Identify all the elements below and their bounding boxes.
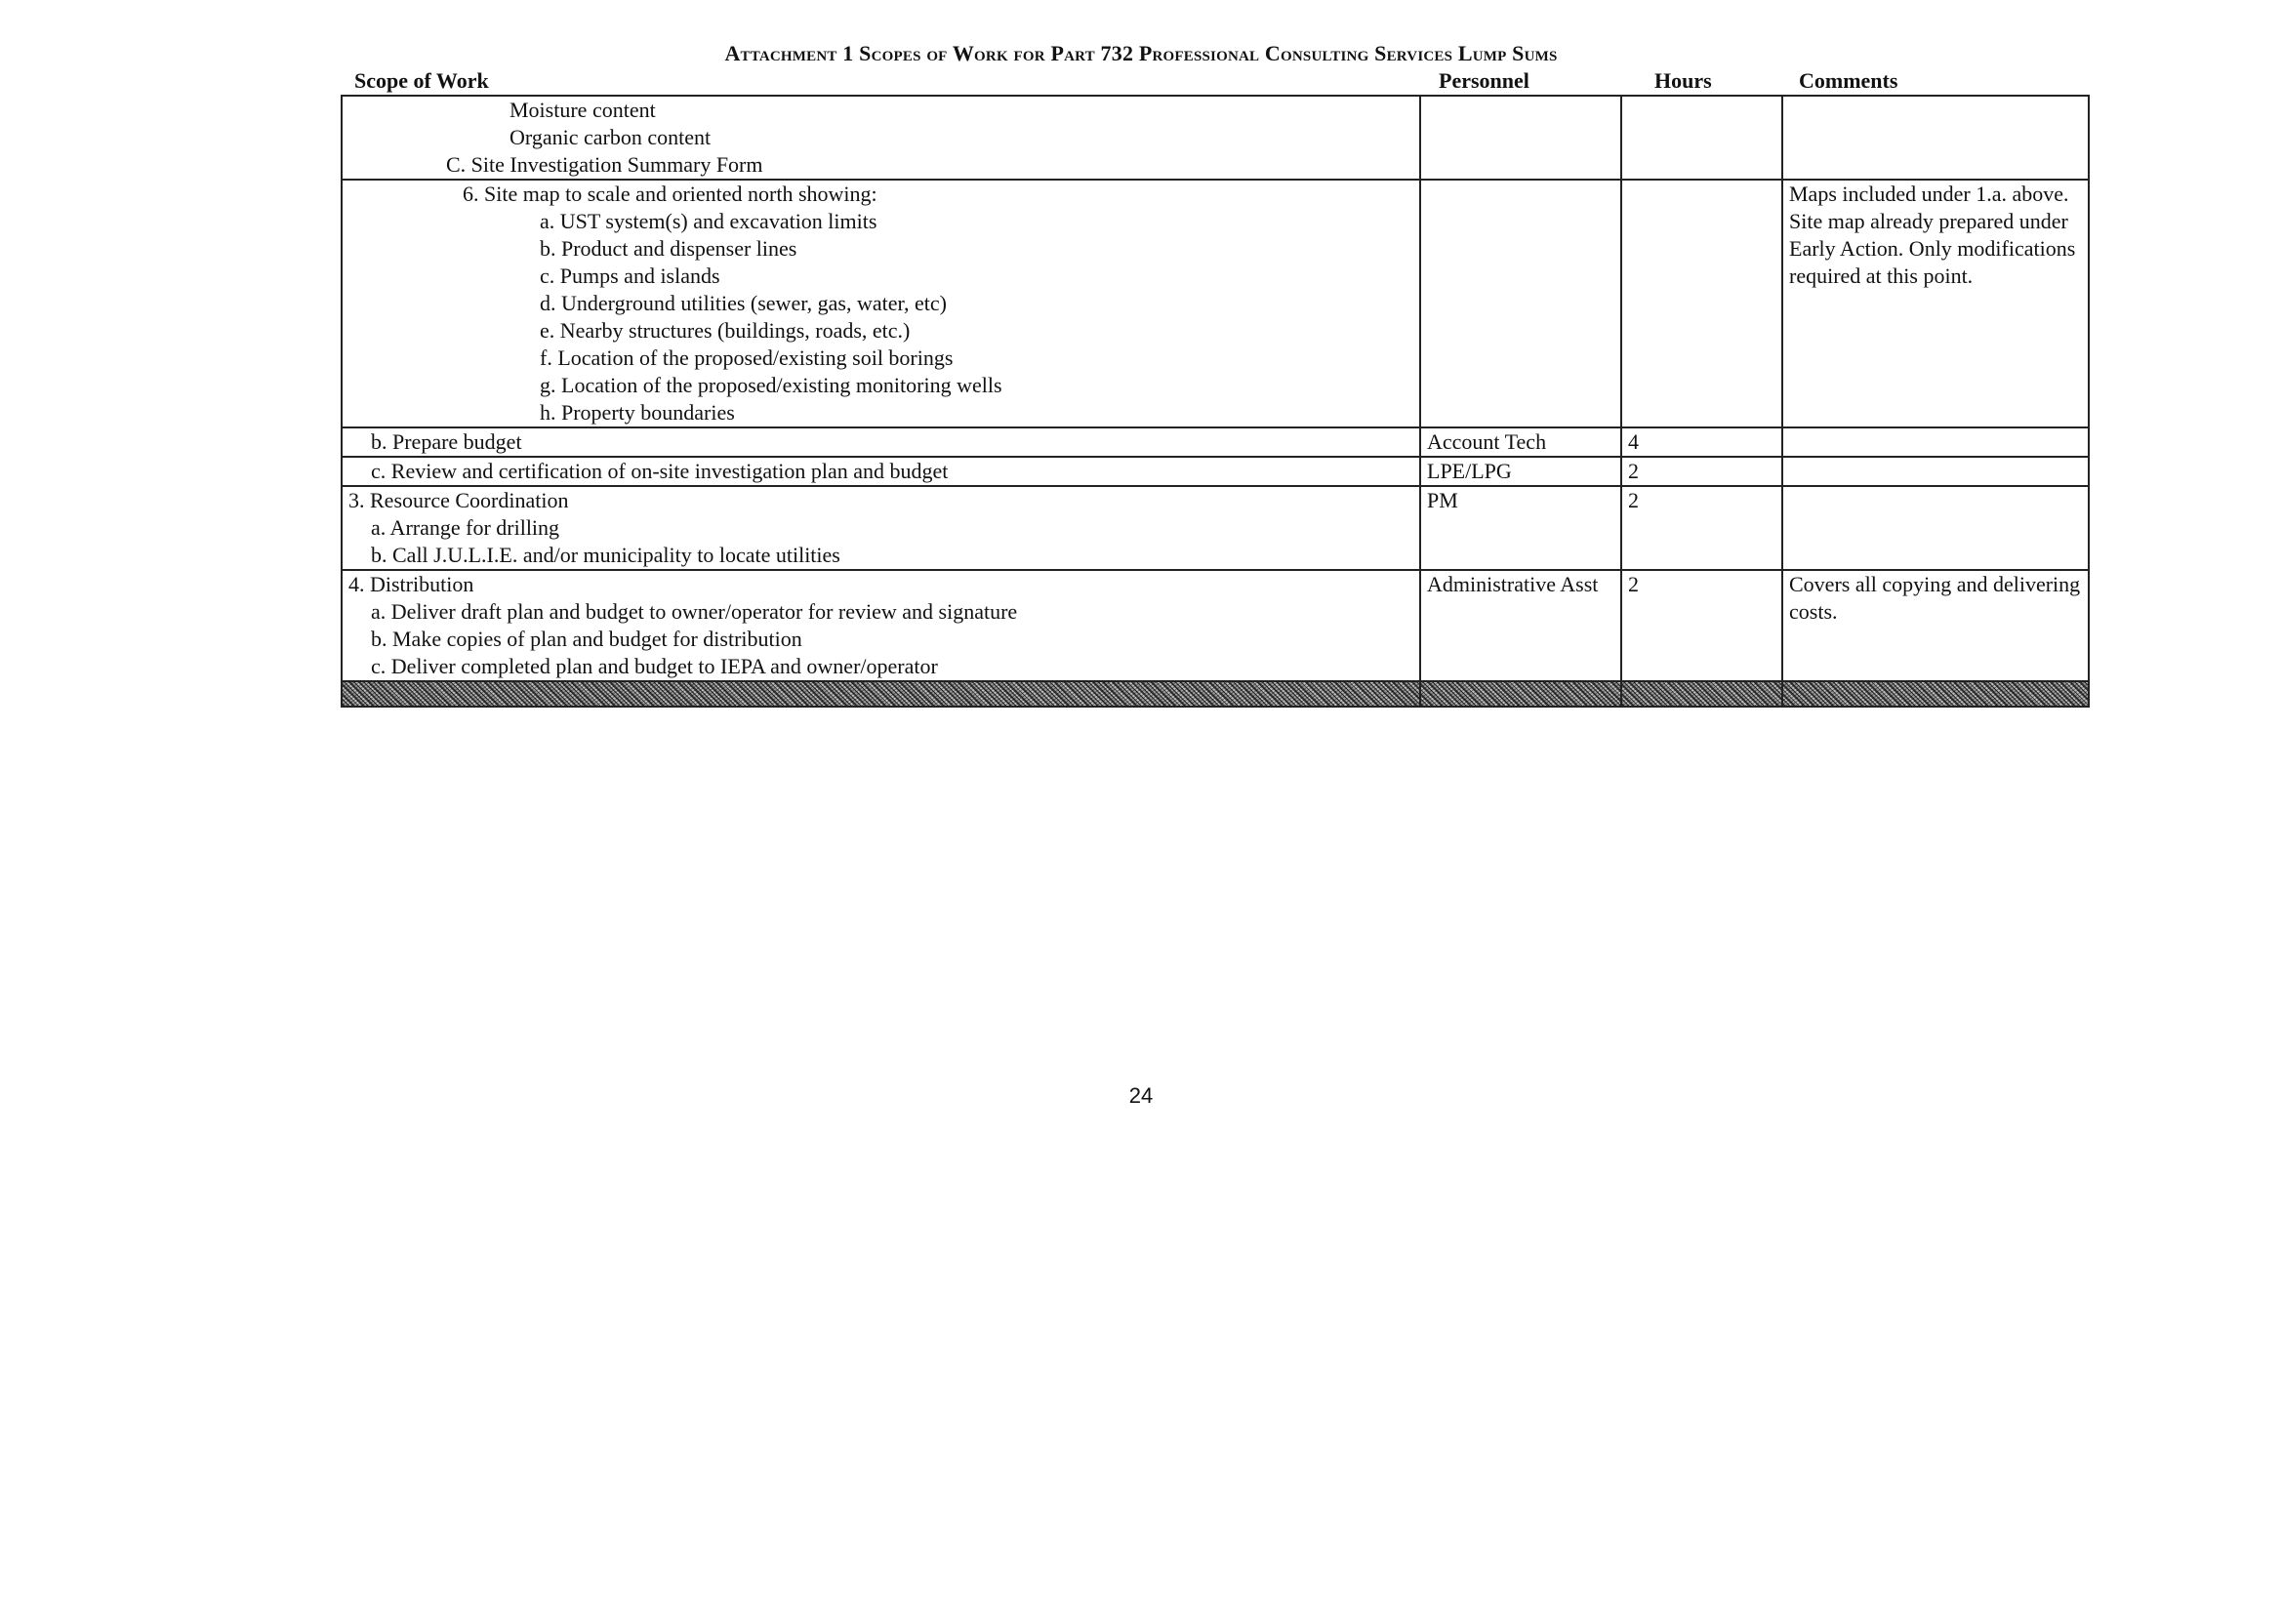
- scope-line: c. Deliver completed plan and budget to IEPA and owner/operator: [371, 654, 938, 678]
- shaded-cell: [1782, 681, 2089, 707]
- page-number: 24: [1128, 1083, 1154, 1108]
- scope-line: b. Product and dispenser lines: [540, 236, 797, 261]
- scope-line: d. Underground utilities (sewer, gas, water, etc): [540, 291, 947, 315]
- shaded-cell: [1420, 681, 1621, 707]
- scope-cell: [342, 457, 1420, 486]
- scope-line: a. UST system(s) and excavation limits: [540, 209, 877, 233]
- comments-cell: [1782, 427, 2089, 457]
- hours-cell: 2: [1621, 570, 1782, 681]
- column-header-hours: Hours: [1654, 68, 1712, 93]
- hours-cell: [1621, 96, 1782, 180]
- scope-cell: [342, 570, 1420, 681]
- comments-cell: [1782, 96, 2089, 180]
- scope-line: g. Location of the proposed/existing monitoring wells: [540, 373, 1002, 397]
- shaded-cell: [1621, 681, 1782, 707]
- scope-of-work-table: [341, 95, 2090, 708]
- column-header-scope: Scope of Work: [354, 68, 489, 93]
- scope-line: b. Call J.U.L.I.E. and/or municipality to locate utilities: [371, 543, 840, 567]
- scope-line: Moisture content: [509, 98, 656, 122]
- document-title: Attachment 1 Scopes of Work for Part 732 Professional Consulting Services Lump Sums: [724, 41, 1558, 65]
- hours-cell: [1621, 180, 1782, 427]
- scope-line: a. Deliver draft plan and budget to owner/operator for review and signature: [371, 599, 1018, 624]
- comments-cell: [1782, 486, 2089, 570]
- scope-cell: [342, 427, 1420, 457]
- table-row: [342, 180, 2089, 427]
- table-row: [342, 486, 2089, 570]
- column-header-personnel: Personnel: [1439, 68, 1529, 93]
- scope-line: 6. Site map to scale and oriented north showing:: [463, 182, 877, 206]
- personnel-cell: [1420, 96, 1621, 180]
- shaded-cell: [342, 681, 1420, 707]
- table-row: [342, 457, 2089, 486]
- scope-cell: [342, 96, 1420, 180]
- table-row: [342, 427, 2089, 457]
- scope-line: Organic carbon content: [509, 125, 712, 149]
- hours-cell: 4: [1621, 427, 1782, 457]
- shaded-total-row: [342, 681, 2089, 707]
- scope-line: e. Nearby structures (buildings, roads, etc.): [540, 318, 911, 343]
- column-header-comments: Comments: [1799, 68, 1898, 93]
- personnel-cell: Administrative Asst: [1420, 570, 1621, 681]
- comments-cell: Maps included under 1.a. above. Site map already prepared under Early Action. Only modifications required at this point.: [1782, 180, 2089, 427]
- personnel-cell: LPE/LPG: [1420, 457, 1621, 486]
- scope-line: 3. Resource Coordination: [348, 488, 569, 512]
- scope-line: c. Pumps and islands: [540, 264, 720, 288]
- personnel-cell: [1420, 180, 1621, 427]
- scope-line: a. Arrange for drilling: [371, 515, 560, 540]
- scope-line: C. Site Investigation Summary Form: [446, 152, 763, 177]
- scope-cell: [342, 486, 1420, 570]
- hours-cell: 2: [1621, 486, 1782, 570]
- comments-cell: Covers all copying and delivering costs.: [1782, 570, 2089, 681]
- scope-line: 4. Distribution: [348, 572, 474, 596]
- table-row: [342, 570, 2089, 681]
- hours-cell: 2: [1621, 457, 1782, 486]
- scope-line: b. Make copies of plan and budget for distribution: [371, 627, 802, 651]
- personnel-cell: PM: [1420, 486, 1621, 570]
- table-row: [342, 96, 2089, 180]
- scope-line: f. Location of the proposed/existing soil borings: [540, 345, 954, 370]
- scope-line: b. Prepare budget: [371, 429, 522, 454]
- scope-line: c. Review and certification of on-site investigation plan and budget: [371, 459, 949, 483]
- personnel-cell: Account Tech: [1420, 427, 1621, 457]
- comments-cell: [1782, 457, 2089, 486]
- scope-line: h. Property boundaries: [540, 400, 735, 425]
- scope-cell: [342, 180, 1420, 427]
